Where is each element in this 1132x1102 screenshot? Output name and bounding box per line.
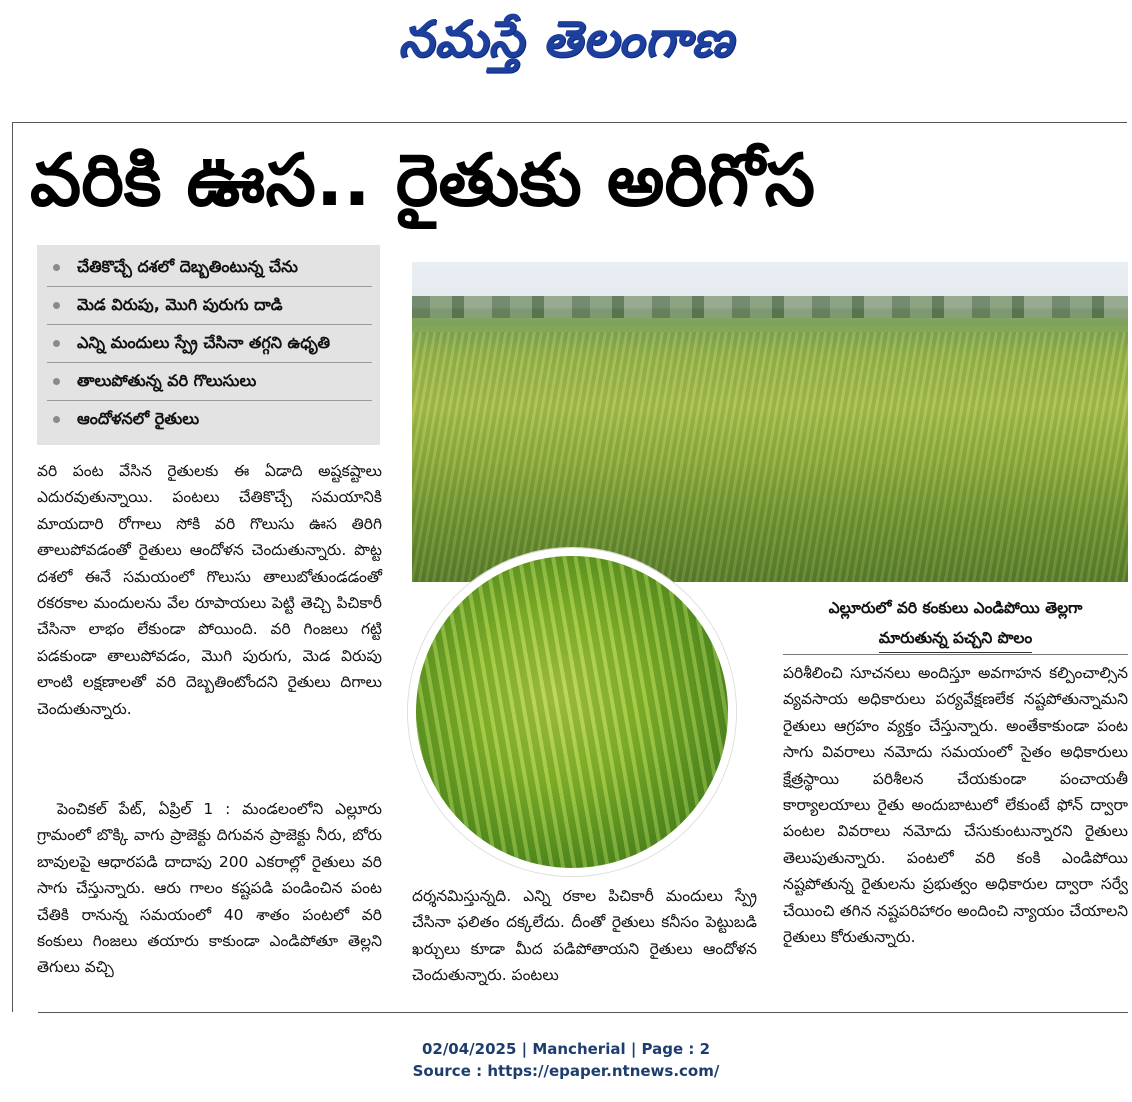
highlight-item	[47, 287, 372, 325]
article-paragraph: పెంచికల్ పేట్, ఏప్రిల్ 1 : మండలంలోని ఎల్లూరు గ్రామంలో బొక్కి వాగు ప్రాజెక్టు దిగువన ప్రాజెక్టు నీరు, బోరు బావులపై ఆధారపడి దాదాపు 200 ఎకరాల్లో రైతులు వరి సాగు చేస్తున్నారు. ఆరు గాలం కష్టపడి పండించిన పంట చేతికి రానున్న సమయంలో 40 శాతం పంటలో వరి కంకులు గింజలు తయారు కాకుండా ఎండిపోతూ తెల్లని తెగులు వచ్చి	[37, 800, 382, 977]
caption-line-2: మారుతున్న పచ్చని పొలం	[879, 624, 1033, 653]
highlight-text: మెడ విరుపు, మొగి పురుగు దాడి	[77, 295, 283, 314]
bullet-icon	[53, 378, 60, 385]
highlight-item	[47, 401, 372, 438]
highlight-text: తాలుపోతున్న వరి గొలుసులు	[77, 371, 257, 390]
caption-divider	[783, 654, 1128, 655]
article-paragraph: వరి పంట వేసిన రైతులకు ఈ ఏడాది అష్టకష్టాలు ఎదురవుతున్నాయి. పంటలు చేతికొచ్చే సమయానికి మాయదారి రోగాలు సోకి వరి గొలుసు ఊస తిరిగి తాలుపోవడంతో రైతులు ఆందోళన చెందుతున్నారు. పొట్ట దశలో ఈనే సమయంలో గొలుసు తాలుబోతుండడంతో రకరకాల మందులను వేల రూపాయలు పెట్టి తెచ్చి పిచికారీ చేసినా లాభం లేకుండా పోయింది. వరి గింజలు గట్టి పడకుండా తాలుపోవడం, మొగి పురుగు, మెడ విరుపు లాంటి లక్షణాలతో వరి దెబ్బతింటోందని రైతులు దిగాలు చెందుతున్నారు.	[37, 462, 382, 718]
highlight-item	[47, 249, 372, 287]
bullet-icon	[53, 264, 60, 271]
paddy-closeup-photo	[408, 548, 736, 876]
article-column-3	[783, 660, 1128, 950]
caption-line-1: ఎల్లూరులో వరి కంకులు ఎండిపోయి తెల్లగా	[828, 599, 1083, 617]
source-link[interactable]: Source : https://epaper.ntnews.com/	[412, 1062, 720, 1080]
highlights-list	[47, 249, 372, 438]
edition-info: 02/04/2025 | Mancherial | Page : 2	[421, 1040, 711, 1058]
page-footer	[0, 1038, 1132, 1082]
article-column-1-intro	[37, 458, 382, 722]
bullet-icon	[53, 302, 60, 309]
photo-caption	[783, 594, 1128, 653]
bullet-icon	[53, 416, 60, 423]
article-headline: వరికి ఊస.. రైతుకు అరిగోస	[30, 138, 816, 222]
bullet-icon	[53, 340, 60, 347]
highlight-item	[47, 363, 372, 401]
highlight-text: ఎన్ని మందులు స్ప్రే చేసినా తగ్గని ఉధృతి	[77, 333, 331, 352]
masthead-logo: నమస్తే తెలంగాణ	[398, 10, 734, 68]
article-frame-top-rule	[12, 122, 1127, 123]
highlights-box	[37, 245, 380, 445]
article-frame-left-rule	[12, 122, 13, 1012]
crop-texture-graphic	[412, 332, 1128, 582]
article-frame-bottom-rule	[38, 1012, 1128, 1013]
paddy-field-photo	[412, 262, 1128, 582]
highlight-text: ఆందోళనలో రైతులు	[77, 409, 200, 428]
highlight-text: చేతికొచ్చే దశలో దెబ్బతింటున్న చేను	[77, 257, 298, 276]
treeline-graphic	[412, 296, 1128, 318]
article-column-1-body	[37, 796, 382, 981]
highlight-item	[47, 325, 372, 363]
article-paragraph: దర్శనమిస్తున్నది. ఎన్ని రకాల పిచికారీ మందులు స్ప్రే చేసినా ఫలితం దక్కలేదు. దీంతో రైతులు కనీసం పెట్టుబడి ఖర్చులు కూడా మీద పడిపోతాయని రైతులు ఆందోళన చెందుతున్నారు. పంటలు	[412, 887, 757, 985]
paddy-blades-graphic	[416, 556, 728, 868]
article-column-2	[412, 883, 757, 989]
article-paragraph: పరిశీలించి సూచనలు అందిస్తూ అవగాహన కల్పించాల్సిన వ్యవసాయ అధికారులు పర్యవేక్షణలేక నష్టపోతున్నామని రైతులు ఆగ్రహం వ్యక్తం చేస్తున్నారు. అంతేకాకుండా పంట సాగు వివరాలు నమోదు సమయంలో సైతం అధికారులు క్షేత్రస్థాయి పరిశీలన చేయకుండా పంచాయతీ కార్యాలయాలు రైతు అందుబాటులో లేకుంటే ఫోన్ ద్వారా పంటల వివరాలు నమోదు చేసుకుంటున్నారని రైతులు తెలుపుతున్నారు. పంటలో వరి కంకి ఎండిపోయి నష్టపోతున్న రైతులను ప్రభుత్వం అధికారుల ద్వారా సర్వే చేయించి తగిన నష్టపరిహారం అందించి న్యాయం చేయాలని రైతులు కోరుతున్నారు.	[783, 664, 1128, 947]
